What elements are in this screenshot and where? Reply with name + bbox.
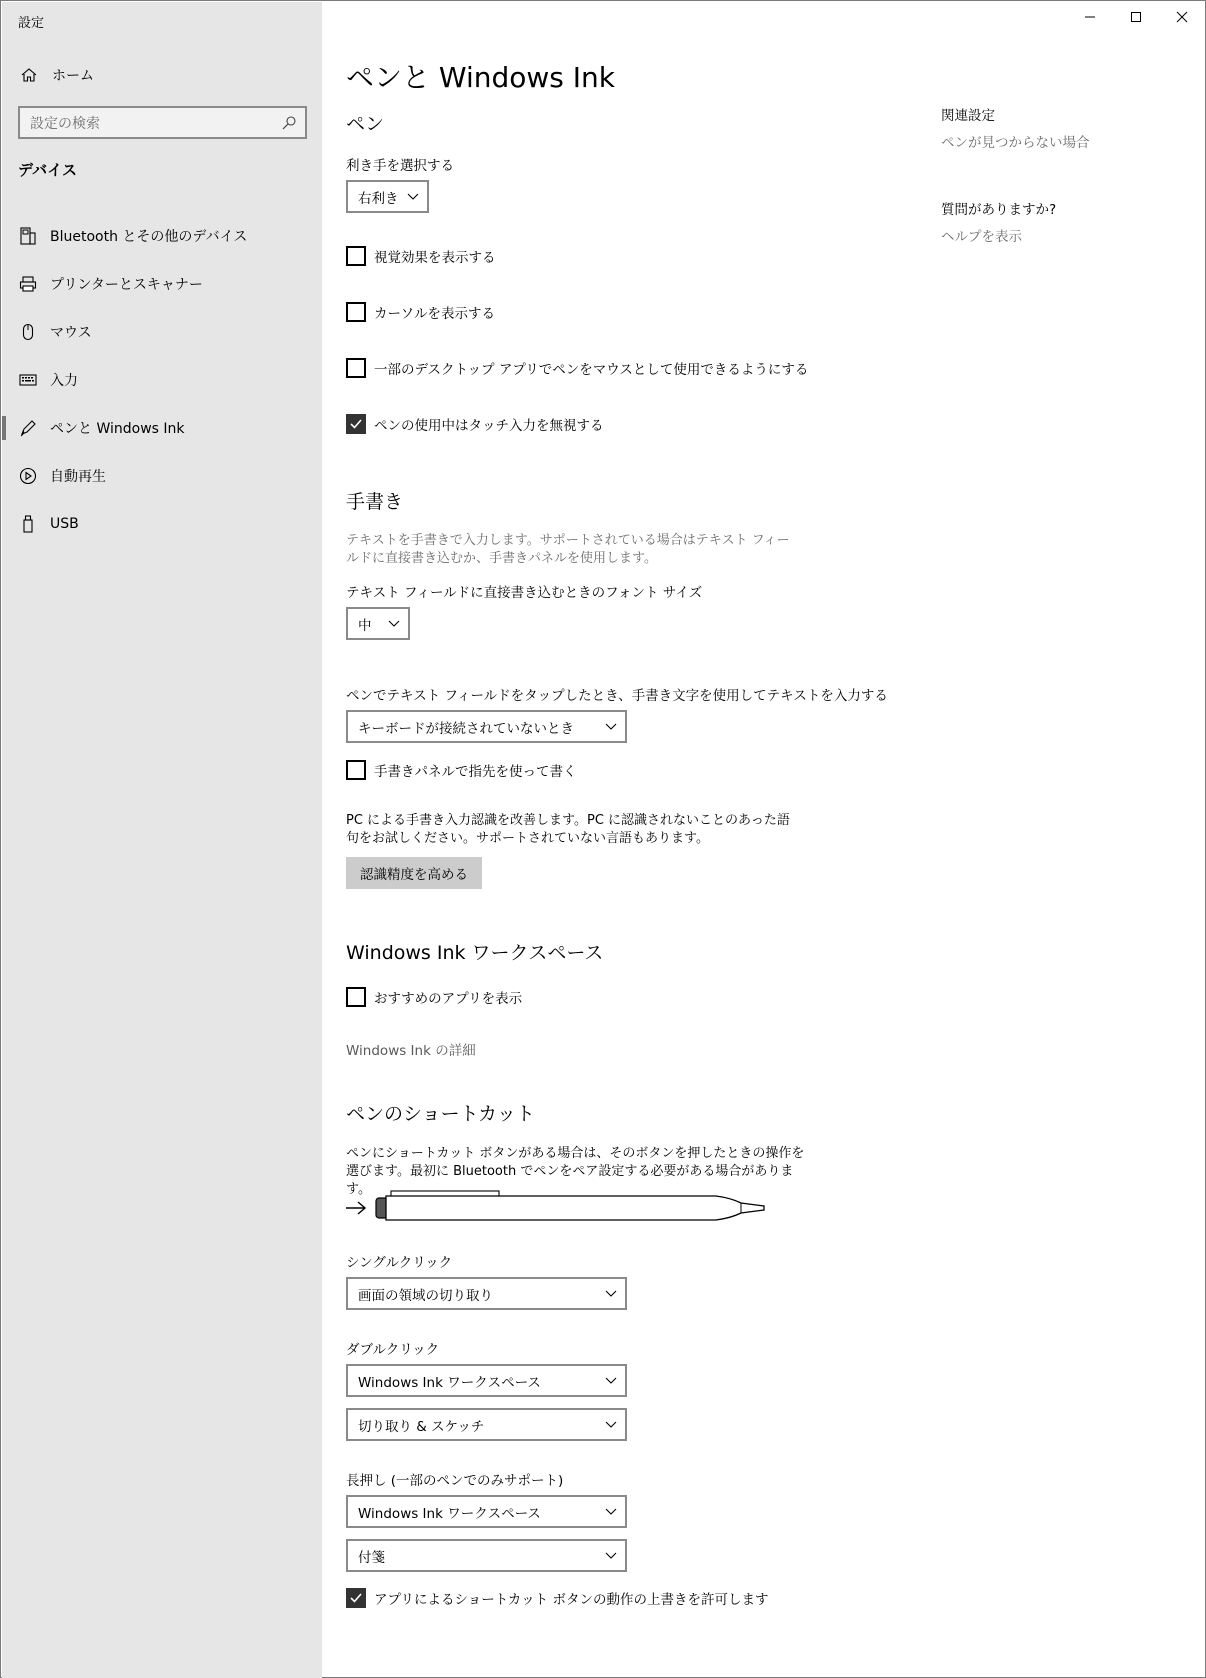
sidebar-item-label: 入力: [50, 373, 78, 389]
checkbox-label: 視覚効果を表示する: [374, 250, 496, 266]
mouse-icon: [18, 322, 38, 342]
handedness-select[interactable]: [346, 180, 429, 213]
single-click-value: 画面の領域の切り取り: [358, 1287, 493, 1304]
chevron-down-icon: [605, 1288, 617, 1298]
maximize-icon: [1130, 11, 1142, 23]
checkbox-box[interactable]: [346, 1588, 366, 1608]
usb-icon: [18, 514, 38, 534]
font-size-label: テキスト フィールドに直接書き込むときのフォント サイズ: [346, 585, 703, 601]
sidebar-item-mouse[interactable]: [2, 308, 322, 356]
sidebar-item-label: 自動再生: [50, 469, 106, 485]
pen-not-found-link[interactable]: ペンが見つからない場合: [941, 135, 1090, 151]
chevron-down-icon: [605, 1419, 617, 1429]
get-help-link[interactable]: ヘルプを表示: [941, 229, 1022, 245]
improve-recognition-text: PC による手書き入力認識を改善します。PC に認識されないことのあった語句をお試しください。サポートされていない言語もあります。: [346, 813, 790, 846]
window-controls: [1067, 1, 1205, 33]
search-placeholder: 設定の検索: [30, 115, 100, 132]
minimize-button[interactable]: [1067, 1, 1113, 33]
sidebar: [2, 2, 322, 1678]
home-nav-item[interactable]: [2, 60, 322, 90]
maximize-button[interactable]: [1113, 1, 1159, 33]
pen-heading: ペン: [346, 113, 385, 135]
finger-writing-checkbox[interactable]: [346, 760, 577, 780]
visual-effects-checkbox[interactable]: [346, 246, 496, 266]
main-content: [346, 1, 906, 1678]
handwriting-heading: 手書き: [346, 491, 404, 513]
page-title: ペンと Windows Ink: [346, 61, 616, 94]
section-title: デバイス: [18, 161, 77, 179]
checkbox-label: ペンの使用中はタッチ入力を無視する: [374, 418, 604, 434]
close-button[interactable]: [1159, 1, 1205, 33]
double-click-select-2[interactable]: [346, 1408, 627, 1441]
double-click-value-2: 切り取り & スケッチ: [358, 1418, 485, 1435]
ignore-touch-checkbox[interactable]: [346, 414, 604, 434]
long-press-select-1[interactable]: [346, 1495, 627, 1528]
handedness-value: 右利き: [358, 190, 399, 207]
app-title: 設定: [18, 16, 45, 31]
handedness-label: 利き手を選択する: [346, 158, 454, 174]
chevron-down-icon: [605, 1550, 617, 1560]
long-press-value-2: 付箋: [358, 1549, 385, 1566]
sidebar-item-label: USB: [50, 516, 79, 532]
chevron-down-icon: [407, 191, 419, 201]
pen-illustration: [346, 1187, 776, 1235]
sidebar-item-label: Bluetooth とその他のデバイス: [50, 229, 248, 245]
sidebar-item-label: ペンと Windows Ink: [50, 421, 185, 437]
pen-as-mouse-checkbox[interactable]: [346, 358, 808, 378]
checkbox-box[interactable]: [346, 760, 366, 780]
sidebar-item-label: プリンターとスキャナー: [50, 277, 203, 293]
checkbox-box[interactable]: [346, 358, 366, 378]
checkbox-box[interactable]: [346, 414, 366, 434]
sidebar-item-autoplay[interactable]: [2, 452, 322, 500]
show-cursor-checkbox[interactable]: [346, 302, 495, 322]
home-icon: [18, 64, 40, 86]
printer-icon: [18, 274, 38, 294]
ink-workspace-heading: Windows Ink ワークスペース: [346, 942, 604, 964]
related-heading: 関連設定: [941, 108, 995, 124]
checkbox-box[interactable]: [346, 246, 366, 266]
pen-shortcuts-description: ペンにショートカット ボタンがある場合は、そのボタンを押したときの操作を選びます。最初に Bluetooth でペンをペア設定する必要がある場合があります。: [346, 1146, 805, 1197]
single-click-select[interactable]: [346, 1277, 627, 1310]
long-press-label: 長押し (一部のペンでのみサポート): [346, 1473, 564, 1489]
checkbox-label: 手書きパネルで指先を使って書く: [374, 764, 577, 780]
question-heading: 質問がありますか?: [941, 202, 1057, 218]
font-size-select[interactable]: [346, 607, 410, 640]
close-icon: [1176, 11, 1188, 23]
checkbox-label: おすすめのアプリを表示: [374, 991, 523, 1007]
allow-override-checkbox[interactable]: [346, 1588, 768, 1608]
checkbox-label: 一部のデスクトップ アプリでペンをマウスとして使用できるようにする: [374, 362, 809, 378]
checkbox-label: アプリによるショートカット ボタンの動作の上書きを許可します: [374, 1592, 769, 1608]
double-click-select-1[interactable]: [346, 1364, 627, 1397]
autoplay-icon: [18, 466, 38, 486]
tap-to-write-select[interactable]: [346, 710, 627, 743]
tap-to-write-label: ペンでテキスト フィールドをタップしたとき、手書き文字を使用してテキストを入力する: [346, 688, 888, 704]
suggested-apps-checkbox[interactable]: [346, 987, 522, 1007]
sidebar-item-pen[interactable]: [2, 404, 322, 452]
keyboard-icon: [18, 370, 38, 390]
search-input[interactable]: [18, 106, 307, 139]
ink-details-link[interactable]: Windows Ink の詳細: [346, 1043, 476, 1059]
chevron-down-icon: [605, 721, 617, 731]
chevron-down-icon: [605, 1375, 617, 1385]
sidebar-item-label: マウス: [50, 325, 92, 341]
minimize-icon: [1084, 11, 1096, 23]
sidebar-item-typing[interactable]: [2, 356, 322, 404]
chevron-down-icon: [388, 618, 400, 628]
checkbox-label: カーソルを表示する: [374, 306, 495, 322]
long-press-value-1: Windows Ink ワークスペース: [358, 1505, 541, 1522]
checkmark-icon: [349, 1591, 363, 1605]
checkmark-icon: [349, 417, 363, 431]
handwriting-description: テキストを手書きで入力します。サポートされている場合はテキスト フィールドに直接書き込むか、手書きパネルを使用します。: [346, 533, 790, 566]
pen-icon: [18, 418, 38, 438]
bluetooth-devices-icon: [18, 226, 38, 246]
double-click-label: ダブルクリック: [346, 1342, 440, 1358]
pen-shortcuts-heading: ペンのショートカット: [346, 1103, 535, 1125]
improve-recognition-button[interactable]: 認識精度を高める: [346, 857, 482, 889]
search-icon[interactable]: [281, 115, 297, 131]
font-size-value: 中: [358, 617, 372, 634]
long-press-select-2[interactable]: [346, 1539, 627, 1572]
sidebar-item-usb[interactable]: [2, 500, 322, 548]
home-label: ホーム: [52, 68, 94, 84]
checkbox-box[interactable]: [346, 987, 366, 1007]
single-click-label: シングルクリック: [346, 1255, 453, 1271]
tap-to-write-value: キーボードが接続されていないとき: [358, 720, 574, 737]
checkbox-box[interactable]: [346, 302, 366, 322]
double-click-value-1: Windows Ink ワークスペース: [358, 1374, 541, 1391]
chevron-down-icon: [605, 1506, 617, 1516]
nav-list: [2, 212, 322, 548]
sidebar-item-printers[interactable]: [2, 260, 322, 308]
sidebar-item-bluetooth[interactable]: [2, 212, 322, 260]
